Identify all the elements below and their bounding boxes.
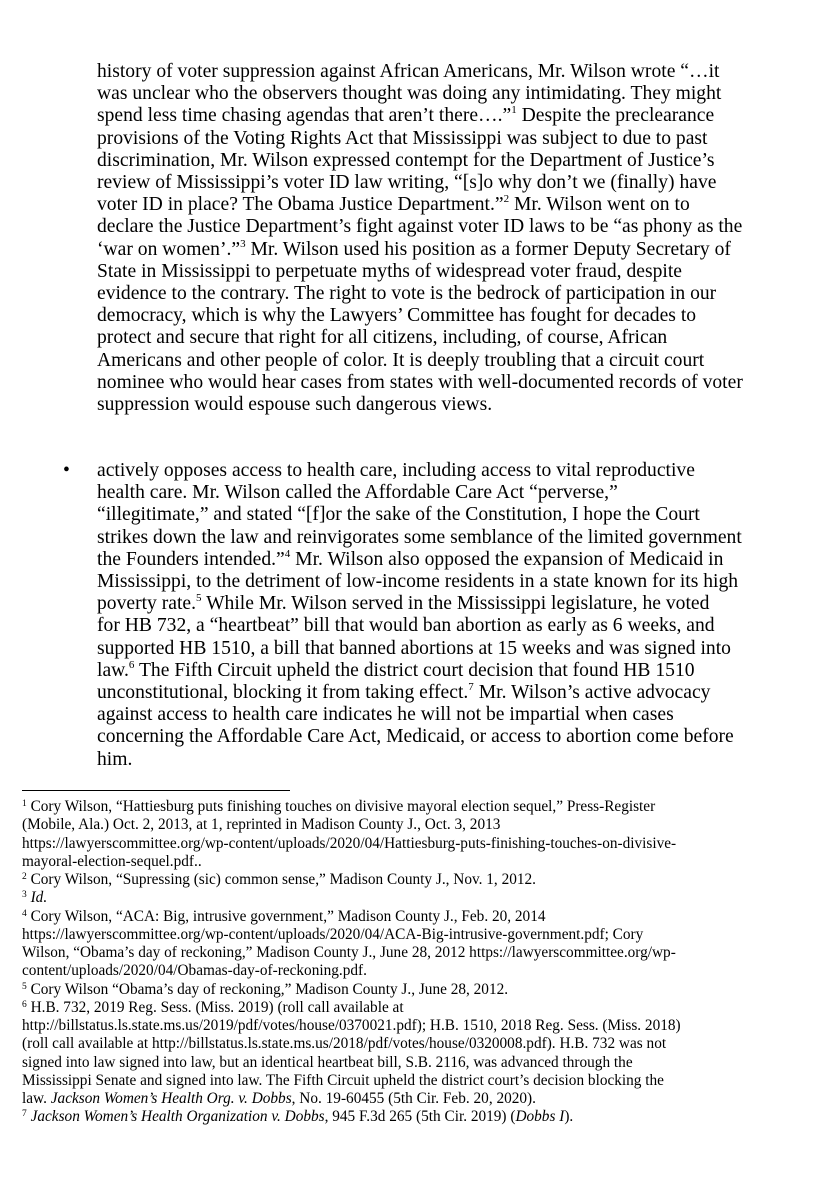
text-line: against access to health care indicates he will not be impartial when cases [97, 704, 674, 726]
text-line: declare the Justice Department’s fight against voter ID laws to be “as phony as the [97, 216, 743, 238]
footnote-line: Wilson, “Obama’s day of reckoning,” Madison County J., June 28, 2012 https://lawyerscommittee.org/wp- [22, 944, 676, 961]
case-short-name: Dobbs I [515, 1108, 565, 1126]
text-line: Americans and other people of color. It is deeply troubling that a circuit court [97, 349, 705, 371]
footnote-ref-6: 6 [128, 658, 135, 671]
footnote-number: 5 [22, 981, 27, 992]
text-line: for HB 732, a “heartbeat” bill that would ban abortion as early as 6 weeks, and [97, 615, 715, 637]
footnote-line: signed into law signed into law, but an identical heartbeat bill, S.B. 2116, was advanced through the [22, 1053, 633, 1071]
footnote-number: 1 [22, 799, 27, 809]
footnote-line: https://lawyerscommittee.org/wp-content/uploads/2020/04/ACA-Big-intrusive-government.pdf; Cory [22, 925, 644, 943]
text-line: him. [97, 748, 133, 770]
footnote-line: content/uploads/2020/04/Obamas-day-of-reckoning.pdf. [22, 962, 367, 980]
text-line: law.$^6$ The Fifth Circuit upheld the district court decision that found HB 1510 [97, 658, 695, 681]
paragraph-health-care [97, 460, 797, 771]
footnote-3: $^3$ Id. [22, 889, 48, 907]
text-line: actively opposes access to health care, including access to vital reproductive [97, 460, 695, 481]
text-line: democracy, which is why the Lawyers’ Committee has fought for decades to [97, 305, 697, 327]
footnote-ref-1: 1 [511, 104, 517, 117]
footnote-line: law. Jackson Women’s Health Org. v. Dobbs, No. 19-60455 (5th Cir. Feb. 20, 2020). [22, 1090, 536, 1107]
footnote-line: (roll call available at http://billstatus.ls.state.ms.us/2018/pdf/votes/house/0320008.pdf). H.B. 732 was not [22, 1035, 667, 1053]
text-line: voter ID in place? The Obama Justice Department.”$^2$ Mr. Wilson went on to [97, 193, 690, 216]
text-line: suppression would espouse such dangerous views. [97, 394, 493, 416]
text-line: history of voter suppression against African Americans, Mr. Wilson wrote “…it [97, 61, 720, 82]
bullet-point: • [63, 460, 70, 481]
footnote-number: 2 [22, 872, 27, 882]
case-citation: Jackson Women’s Health Organization v. Dobbs [30, 1108, 325, 1126]
text-line: ‘war on women’.”$^3$ Mr. Wilson used his position as a former Deputy Secretary of [97, 237, 731, 260]
footnote-1: $^1$ Cory Wilson, “Hattiesburg puts finishing touches on divisive mayoral election sequel,” Press-Register [22, 798, 656, 815]
text-line: spend less time chasing agendas that aren’t there….”$^1$ Despite the preclearance [97, 104, 715, 127]
text-line: nominee who would hear cases from states with well-documented records of voter [97, 371, 743, 393]
footnote-ref-2: 2 [503, 193, 510, 206]
text-line: State in Mississippi to perpetuate myths of widespread voter fraud, despite [97, 260, 682, 282]
footnote-number: 3 [22, 890, 27, 901]
text-line: evidence to the contrary. The right to vote is the bedrock of participation in our [97, 283, 717, 305]
footnote-ref-4: 4 [284, 547, 291, 560]
text-line: health care. Mr. Wilson called the Affordable Care Act “perverse,” [97, 482, 618, 504]
footnote-ref-5: 5 [196, 592, 202, 605]
text-line: discrimination, Mr. Wilson expressed contempt for the Department of Justice’s [97, 149, 715, 171]
footnote-5: $^5$ Cory Wilson “Obama’s day of reckoning,” Madison County J., June 28, 2012. [22, 980, 509, 998]
footnote-6: $^6$ H.B. 732, 2019 Reg. Sess. (Miss. 2019) (roll call available at [22, 998, 404, 1016]
footnote-number: 4 [22, 908, 27, 919]
footnote-line: mayoral-election-sequel.pdf.. [22, 852, 202, 870]
case-citation: Jackson Women’s Health Org. v. Dobbs [50, 1090, 292, 1107]
text-line: was unclear who the observers thought was doing any intimidating. They might [97, 83, 722, 105]
footnote-line: http://billstatus.ls.state.ms.us/2019/pdf/votes/house/0370021.pdf); H.B. 1510, 2018 Reg. Sess. (Miss. 2018) [22, 1017, 681, 1034]
footnote-separator [22, 790, 290, 791]
paragraph-voter-suppression [97, 61, 797, 416]
footnote-number: 6 [22, 999, 27, 1010]
footnote-7: $^7$ Jackson Women’s Health Organization v. Dobbs, 945 F.3d 265 (5th Cir. 2019) (Dobbs I). [22, 1108, 574, 1126]
footnotes [22, 798, 812, 1127]
footnote-line: Mississippi Senate and signed into law. The Fifth Circuit upheld the district court’s decision blocking the [22, 1071, 664, 1089]
footnote-4: $^4$ Cory Wilson, “ACA: Big, intrusive government,” Madison County J., Feb. 20, 2014 [22, 907, 546, 925]
text-line: review of Mississippi’s voter ID law writing, “[s]o why don’t we (finally) have [97, 172, 717, 194]
footnote-number: 7 [22, 1109, 27, 1120]
text-line: protect and secure that right for all citizens, including, of course, African [97, 327, 668, 349]
text-line: Mississippi, to the detriment of low-income residents in a state known for its high [97, 571, 739, 593]
text-line: poverty rate.$^5$ While Mr. Wilson served in the Mississippi legislature, he voted [97, 592, 710, 615]
text-line: supported HB 1510, a bill that banned abortions at 15 weeks and was signed into [97, 637, 731, 659]
footnote-line: (Mobile, Ala.) Oct. 2, 2013, at 1, reprinted in Madison County J., Oct. 3, 2013 [22, 816, 501, 834]
text-line: “illegitimate,” and stated “[f]or the sake of the Constitution, I hope the Court [97, 504, 700, 526]
footnote-ref-3: 3 [240, 237, 246, 250]
footnote-line: https://lawyerscommittee.org/wp-content/uploads/2020/04/Hattiesburg-puts-finishing-touches-on-divisive- [22, 834, 677, 852]
footnote-ref-7: 7 [468, 681, 474, 694]
text-line: concerning the Affordable Care Act, Medicaid, or access to abortion come before [97, 726, 734, 748]
text-line: strikes down the law and reinvigorates some semblance of the limited government [97, 526, 742, 548]
text-line: the Founders intended.”$^4$ Mr. Wilson also opposed the expansion of Medicaid in [97, 547, 724, 570]
footnote-2: $^2$ Cory Wilson, “Supressing (sic) common sense,” Madison County J., Nov. 1, 2012. [22, 871, 537, 888]
text-line: provisions of the Voting Rights Act that Mississippi was subject to due to past [97, 127, 708, 149]
text-line: unconstitutional, blocking it from taking effect.$^7$ Mr. Wilson’s active advocacy [97, 681, 711, 704]
